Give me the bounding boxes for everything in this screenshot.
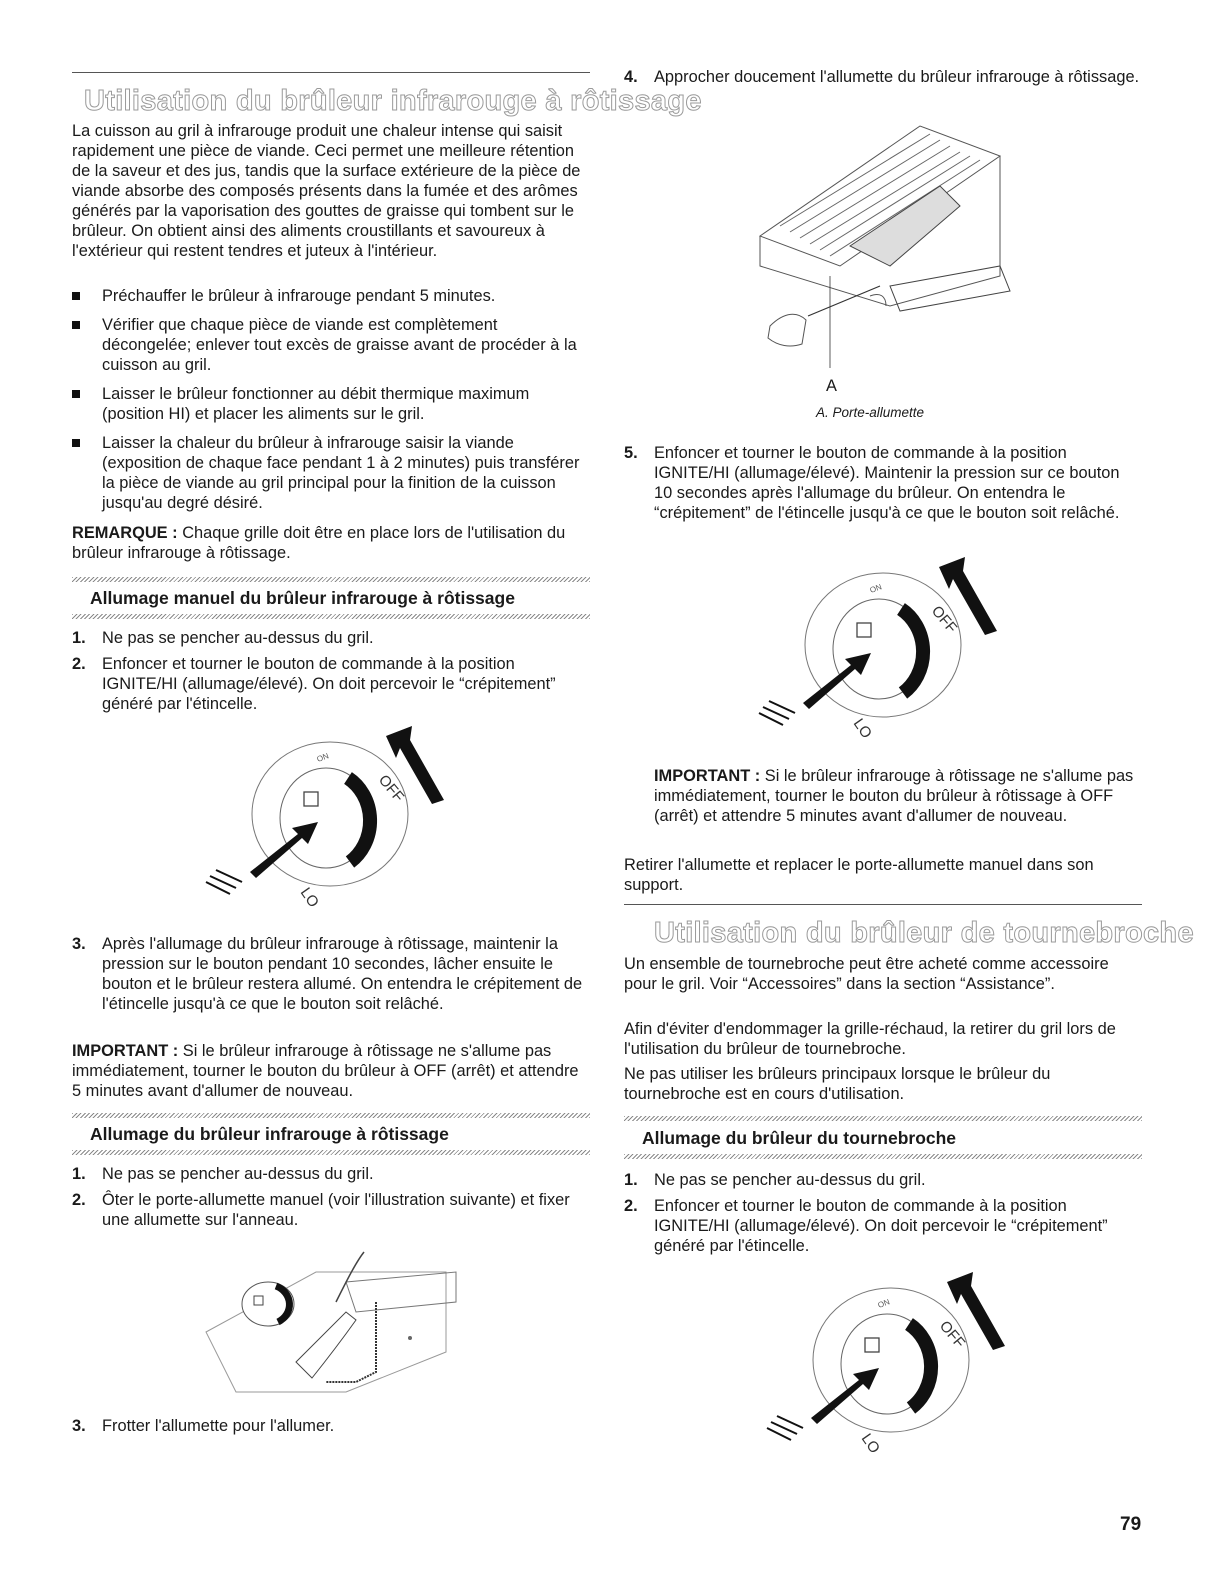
heading-manual-lighting: Allumage manuel du brûleur infrarouge à rôtissage (90, 588, 515, 608)
step-item: 2. Enfoncer et tourner le bouton de commande à la position IGNITE/HI (allumage/élevé). On doit percevoir le “crépitement” généré par l'étincelle. (624, 1197, 1108, 1255)
hatch-divider (624, 1116, 1142, 1121)
section-rule (624, 904, 1142, 905)
section-title-infrared: Utilisation du brûleur infrarouge à rôtissage (84, 85, 702, 117)
off-label: OFF (935, 1317, 969, 1352)
grill-match-holder-figure (740, 116, 1030, 396)
important-paragraph (72, 1041, 590, 1101)
control-knob-figure (756, 1268, 1026, 1468)
lo-label: LO (849, 715, 876, 742)
note-paragraph (72, 523, 590, 563)
step-item: 5. Enfoncer et tourner le bouton de commande à la position IGNITE/HI (allumage/élevé). Maintenir la pression sur ce bouton 10 secondes après l'allumage du brûleur. On entendra le “crépitement” de l'étincelle jusqu'à ce que le bouton soit relâché. (624, 444, 1120, 522)
important-paragraph (654, 766, 1142, 826)
step-item: 3. Après l'allumage du brûleur infrarouge à rôtissage, maintenir la pression sur le bouton pendant 10 secondes, lâcher ensuite le bouton et le brûleur restera allumé. On entendra le crépitement de l'étincelle jusqu'à ce que le bouton soit relâché. (72, 935, 583, 1013)
bullet-square-icon (72, 321, 80, 329)
rotisserie-paragraph: Afin d'éviter d'endommager la grille-réchaud, la retirer du gril lors de l'utilisation du brûleur de tournebroche. (624, 1020, 1116, 1058)
step-item: 2. Enfoncer et tourner le bouton de commande à la position IGNITE/HI (allumage/élevé). On doit percevoir le “crépitement” généré par l'étincelle. (72, 655, 556, 713)
step-item: 3. Frotter l'allumette pour l'allumer. (72, 1417, 335, 1435)
figure-caption: A. Porte-allumette (816, 405, 925, 420)
lo-label: LO (296, 884, 323, 911)
top-rule-left (72, 72, 590, 73)
important-label: IMPORTANT : (72, 1042, 179, 1060)
retire-paragraph: Retirer l'allumette et replacer le porte-allumette manuel dans son support. (624, 856, 1094, 894)
hatch-divider (72, 1113, 590, 1118)
page-number: 79 (1120, 1514, 1142, 1535)
lo-label: LO (857, 1430, 884, 1457)
hatch-divider (624, 1154, 1142, 1159)
hatch-divider (72, 577, 590, 582)
step-item: 4. Approcher doucement l'allumette du brûleur infrarouge à rôtissage. (624, 68, 1140, 86)
bullet-square-icon (72, 390, 80, 398)
step-item: 2. Ôter le porte-allumette manuel (voir l'illustration suivante) et fixer une allumette sur l'anneau. (72, 1191, 570, 1229)
bullet-item: Laisser le brûleur fonctionner au débit thermique maximum (position HI) et placer les aliments sur le gril. (72, 384, 590, 424)
bullet-item: Laisser la chaleur du brûleur à infrarouge saisir la viande (exposition de chaque face pendant 1 à 2 minutes) puis transférer la pièce de viande au gril principal pour la finition de la cuisson jusqu'au degré désiré. (72, 433, 590, 513)
important-text: Si le brûleur infrarouge à rôtissage ne s'allume pas immédiatement, tourner le bouton du brûleur à OFF (arrêt) et attendre 5 minutes avant d'allumer de nouveau. (72, 1042, 579, 1100)
off-label: OFF (374, 771, 408, 806)
step-item: 1. Ne pas se pencher au-dessus du gril. (72, 629, 374, 647)
intro-paragraph: La cuisson au gril à infrarouge produit une chaleur intense qui saisit rapidement une pièce de viande. Ceci permet une meilleure rétention de la saveur et des jus, tandis que la surface extérieure de la pièce de viande absorbe des composés présents dans la fumée et des arômes générés par la vaporisation des gouttes de graisse qui tombent sur le brûleur. On obtient ainsi des aliments croustillants et savoureux à l'extérieur qui restent tendres et juteux à l'intérieur. (72, 122, 581, 260)
on-label: ON (868, 582, 883, 595)
bullet-item: Vérifier que chaque pièce de viande est complètement décongelée; enlever tout excès de graisse avant de procéder à la cuisson au gril. (72, 315, 590, 375)
control-knob-figure (748, 553, 1018, 753)
control-knob-figure (200, 722, 460, 922)
bullet-item: Préchauffer le brûleur à infrarouge pendant 5 minutes. (72, 286, 590, 306)
bullet-square-icon (72, 439, 80, 447)
step-item: 1. Ne pas se pencher au-dessus du gril. (72, 1165, 374, 1183)
match-holder-figure (196, 1242, 466, 1404)
rotisserie-paragraph: Un ensemble de tournebroche peut être acheté comme accessoire pour le gril. Voir “Accessoires” dans la section “Assistance”. (624, 955, 1109, 993)
note-label: REMARQUE : (72, 524, 178, 542)
on-label: ON (315, 751, 330, 764)
bullet-square-icon (72, 292, 80, 300)
on-label: ON (876, 1297, 891, 1310)
hatch-divider (72, 1150, 590, 1155)
hatch-divider (72, 614, 590, 619)
note-text: Chaque grille doit être en place lors de l'utilisation du brûleur infrarouge à rôtissage. (72, 524, 566, 562)
important-text: Si le brûleur infrarouge à rôtissage ne s'allume pas immédiatement, tourner le bouton du brûleur à rôtissage à OFF (arrêt) et attendre 5 minutes avant d'allumer de nouveau. (654, 767, 1134, 825)
figure-letter: A (826, 377, 837, 395)
step-item: 1. Ne pas se pencher au-dessus du gril. (624, 1171, 926, 1189)
heading-lighting: Allumage du brûleur infrarouge à rôtissage (90, 1124, 449, 1144)
heading-rotisserie-lighting: Allumage du brûleur du tournebroche (642, 1128, 957, 1148)
important-label: IMPORTANT : (654, 767, 761, 785)
rotisserie-paragraph: Ne pas utiliser les brûleurs principaux lorsque le brûleur du tournebroche est en cours d'utilisation. (624, 1065, 1051, 1103)
section-title-rotisserie: Utilisation du brûleur de tournebroche (654, 917, 1194, 949)
off-label: OFF (927, 602, 961, 637)
